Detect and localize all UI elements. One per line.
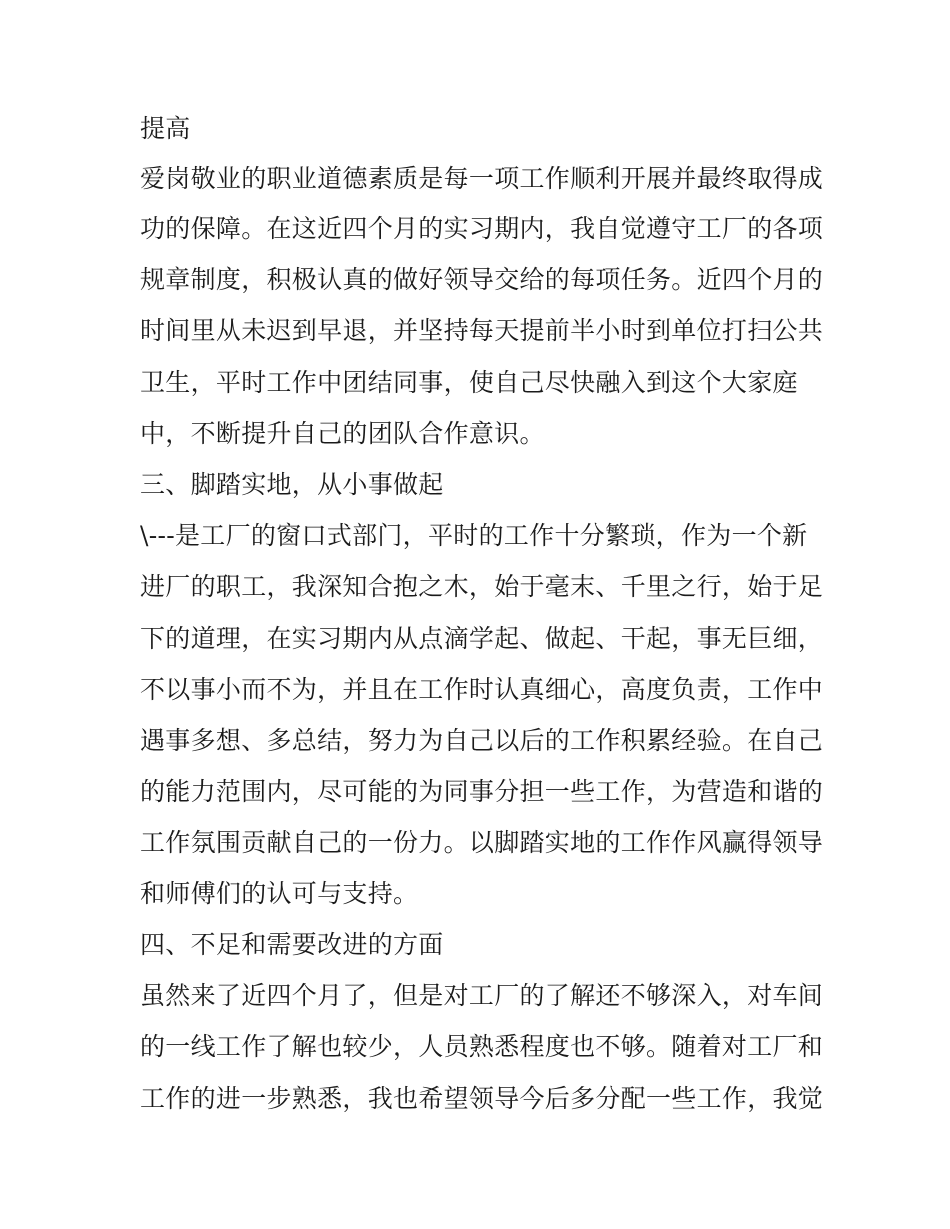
text-line: 进厂的职工，我深知合抱之木，始于毫末、千里之行，始于足 <box>140 572 824 601</box>
section-heading: 三、脚踏实地，从小事做起 <box>140 470 444 499</box>
text-line: 和师傅们的认可与支持。 <box>140 879 419 908</box>
text-line: \---是工厂的窗口式部门，平时的工作十分繁琐，作为一个新 <box>140 521 808 550</box>
text-line: 爱岗敬业的职业道德素质是每一项工作顺利开展并最终取得成 <box>140 164 824 193</box>
text-line: 卫生，平时工作中团结同事，使自己尽快融入到这个大家庭 <box>140 368 798 397</box>
text-line: 中，不断提升自己的团队合作意识。 <box>140 419 545 448</box>
text-line: 的能力范围内，尽可能的为同事分担一些工作，为营造和谐的 <box>140 777 824 806</box>
text-line: 工作氛围贡献自己的一份力。以脚踏实地的工作作风赢得领导 <box>140 828 824 857</box>
text-line: 时间里从未迟到早退，并坚持每天提前半小时到单位打扫公共 <box>140 316 824 345</box>
text-line: 遇事多想、多总结，努力为自己以后的工作积累经验。在自己 <box>140 726 824 755</box>
text-line: 下的道理，在实习期内从点滴学起、做起、干起，事无巨细， <box>140 624 824 653</box>
section-heading: 四、不足和需要改进的方面 <box>140 930 444 959</box>
text-line: 规章制度，积极认真的做好领导交给的每项任务。近四个月的 <box>140 265 824 294</box>
text-line: 工作的进一步熟悉，我也希望领导今后多分配一些工作，我觉 <box>140 1084 824 1113</box>
text-line: 提高 <box>140 114 191 143</box>
text-line: 不以事小而不为，并且在工作时认真细心，高度负责，工作中 <box>140 675 824 704</box>
text-line: 功的保障。在这近四个月的实习期内，我自觉遵守工厂的各项 <box>140 214 824 243</box>
text-line: 的一线工作了解也较少，人员熟悉程度也不够。随着对工厂和 <box>140 1032 824 1061</box>
text-line: 虽然来了近四个月了，但是对工厂的了解还不够深入，对车间 <box>140 981 824 1010</box>
